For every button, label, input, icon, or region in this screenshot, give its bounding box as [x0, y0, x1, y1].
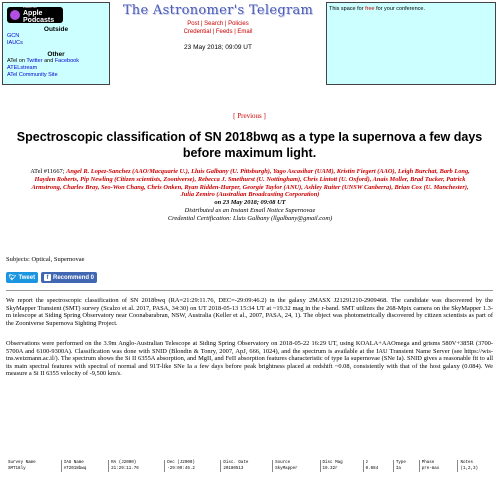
and-text: and [42, 58, 55, 64]
table-header-cell: Disc. Date [221, 460, 273, 466]
iaucs-link[interactable]: IAUCs [7, 40, 23, 46]
facebook-recommend-button[interactable] [41, 272, 97, 283]
table-cell: SkyMapper [273, 466, 320, 472]
table-cell: pre-max [419, 466, 458, 472]
facebook-icon: f [44, 274, 51, 281]
table-header-cell: RA (J2000) [109, 460, 165, 466]
table-cell: 20180513 [221, 466, 273, 472]
nav-separator: | [224, 21, 227, 27]
nav-separator: | [212, 29, 215, 35]
table-cell: 19.32r [320, 466, 363, 472]
nav-email[interactable]: Email [237, 29, 253, 35]
site-nav [112, 20, 324, 36]
ad-text-free: free [365, 6, 375, 12]
atel-credential: Credential Certification: Lluis Galbany (llgalbany@gmail.com) [167, 214, 333, 222]
table-header-cell: Dec (J2000) [165, 460, 221, 466]
atel-authors: Angel R. Lopez-Sanchez (AAO/Macquarie U.), Lluis Galbany (U. Pittsburgh), Yago Ascasibar (UAM), Kristin Fiegert (AAO), Leigh Burchat, Barb Long, Hayden Roberts, Pip Newling (Citizen scientists, Zooniverse), Rebecca J. Smethurst (U. Nottingham), Chris Lintott (U. Oxford), Anais Moller, Brad Tucker, Patrick Armstrong, Charles Bray, Seo-Won Chang, Chris Onken, Ryan Ridden-Harper, Georgie Taylor (ANU), Ashley Ruiter (UNSW Canberra), Brian Cox (U. Manchester), Julia Zemiro (Australian Broadcasting Corporation) [31, 168, 470, 199]
atel-on-text: ATel on [7, 58, 27, 64]
tweet-label: Tweet [18, 274, 36, 281]
gcn-link[interactable]: GCN [7, 33, 20, 39]
nav-feeds[interactable]: Feeds [215, 29, 233, 35]
body-paragraph-2: Observations were performed on the 3.9m Anglo-Australian Telescope at Siding Spring Observatory on 2018-05-22 16:29 UT, using KOALA+AAOmega and grisms 580V+385R (3700-5700A and 6100-9300A). Classification was done with SNID (Blondin & Tonry, 2007, ApJ, 666, 1024), and the spectrum is available at the IAU Transient Name Server (see https://wis-tns.weizmann.ac.il/). The spectrum shows the Si II 6355A absorption, and MgII, and FeII absorption features characteristic of type Ia supernovae (SNe Ia). SNID gives a reasonable fit to all its main spectral features with spectral of normal and 91T-like SNe Ia a few days before peak brightness placed at redshift ~0.08, consistently with that of the host galaxy (0.084). We measure a Si II 6355 velocity of -9,500 km/s. [6, 340, 493, 378]
nav-post[interactable]: Post [187, 21, 200, 27]
atel-info [24, 168, 476, 223]
subjects-line: Subjects: Optical, Supernovae [6, 256, 85, 263]
nav-separator: | [200, 21, 203, 27]
other-heading: Other [47, 51, 65, 58]
links-panel [2, 2, 110, 85]
podcast-small-text: Listen on [23, 5, 38, 10]
atel-distribution: Distributed as an Instant Email Notice Supernovae [184, 206, 316, 214]
supernova-table [6, 460, 496, 472]
atel-number: ATel #11667; [30, 168, 65, 175]
nav-separator: | [234, 29, 236, 35]
ad-text-post: for your conference. [374, 6, 426, 12]
table-header-cell: Phase [419, 460, 458, 466]
outside-heading: Outside [43, 26, 69, 33]
table-cell: AT2018bwq [61, 466, 108, 472]
atel-social-item [3, 58, 109, 65]
table-cell: Ia [393, 466, 419, 472]
nav-credential[interactable]: Credential [183, 29, 211, 35]
apple-podcasts-badge[interactable] [7, 7, 63, 23]
atel-date: on 23 May 2018; 09:08 UT [214, 199, 286, 207]
community-site-link[interactable]: ATel Community Site [7, 72, 58, 78]
table-cell: -29:09:46.2 [165, 466, 221, 472]
table-header-cell: Type [393, 460, 419, 466]
twitter-link[interactable]: Twitter [26, 58, 43, 64]
table-header-cell: Notes [460, 461, 474, 465]
table-header-cell: z [363, 460, 393, 466]
table-header-cell: Disc Mag [320, 460, 363, 466]
table-cell: 21:29:11.76 [109, 466, 165, 472]
ad-text-pre: This space for [329, 6, 366, 12]
atelstream-link[interactable]: ATELstream [7, 65, 38, 71]
table-cell: SMT18ly [6, 466, 61, 472]
site-title[interactable]: The Astronomer's Telegram [122, 3, 314, 18]
previous-link[interactable]: [ Previous ] [233, 112, 266, 120]
podcast-big-text: Apple Podcasts [23, 9, 55, 24]
conference-ad-box[interactable] [326, 2, 496, 85]
telegram-headline: Spectroscopic classification of SN 2018bwq as a type Ia supernova a few days before maximum light. [16, 130, 483, 160]
nav-policies[interactable]: Policies [228, 21, 249, 27]
table-header-cell: Source [273, 460, 320, 466]
body-paragraph-1: We report the spectroscopic classification of SN 2018bwq (RA=21:29:11.76, DEC=-29:09:46.2) in the galaxy 2MASX J21291210-2909468. The candidate was discovered by the SkyMapper Transient (SMT) survey (Scalzo et al. 2017, PASA, 34:30) on UT 2018-05-13 15:34 UT at ~19.32 mag in the r-band. SMT utilizes the 268-Mpix camera on the SkyMapper 1.3-m telescope at Siding Spring Observatory near Coonabarabran, NSW, Australia (Keller et al., 2007, PASA, 24, 1). The object was photometrically discovered by citizen scientists as part of the Zooniverse Supernova Sighting Project. [6, 297, 493, 327]
content-divider [6, 290, 493, 291]
recommend-label: Recommend 0 [52, 274, 94, 281]
table-header-cell: IAU Name [61, 460, 108, 466]
facebook-link[interactable]: Facebook [54, 58, 79, 64]
table-header-cell: Survey Name [6, 460, 61, 466]
twitter-bird-icon: 🐦︎ [8, 275, 17, 281]
nav-search[interactable]: Search [204, 21, 224, 27]
table-cell: 0.084 [363, 466, 393, 472]
table-cell: (1,2,3) [460, 467, 479, 471]
current-date: 23 May 2018; 09:09 UT [184, 44, 252, 51]
table-row [6, 466, 496, 472]
podcast-icon [10, 10, 20, 20]
tweet-button[interactable] [6, 272, 38, 283]
